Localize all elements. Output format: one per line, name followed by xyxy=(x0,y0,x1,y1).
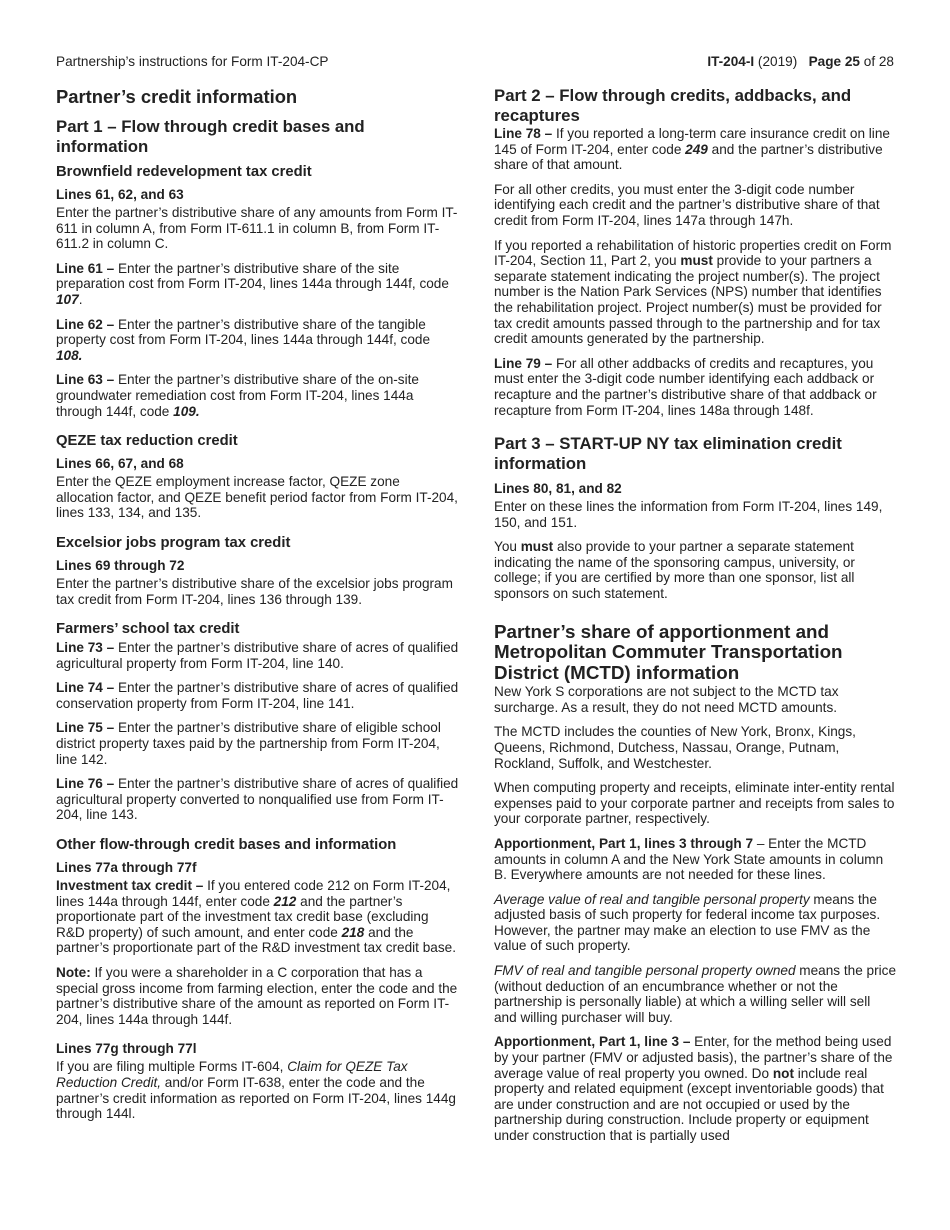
note: Note: If you were a shareholder in a C corporation that has a special gross income from farming election, enter the code and the partner’s distributive share of the amount as reported on Form IT-204, lines 144a through 144f. xyxy=(56,965,458,1027)
section-title: Partner’s credit information xyxy=(56,86,298,107)
line-63: Line 63 – Enter the partner’s distributive share of the on-site groundwater remediation cost from Form IT-204, lines 144a through 144f, code 109. xyxy=(56,372,419,419)
part2-heading: Part 2 – Flow through credits, addbacks, and recaptures xyxy=(494,86,852,125)
line-73: Line 73 – Enter the partner’s distributive share of acres of qualified agricultural property from Form IT-204, line 140. xyxy=(56,640,459,671)
form-year: (2019) xyxy=(754,54,798,69)
line-76: Line 76 – Enter the partner’s distributive share of acres of qualified agricultural property converted to nonqualified use from Form IT-204, line 143. xyxy=(56,776,459,823)
line-75: Line 75 – Enter the partner’s distributive share of eligible school district property taxes paid by the partnership from Form IT-204, line 142. xyxy=(56,720,441,767)
investment-tax-credit: Investment tax credit – If you entered code 212 on Form IT-204, lines 144a through 144f, enter code 212 and the partner’s proportionate part of the investment tax credit base (excluding R&D property) of such amount, and enter code 218 and the partner’s proportionate part of the R&D investment tax credit base. xyxy=(56,878,456,956)
other-heading: Other flow-through credit bases and information xyxy=(56,837,397,854)
fmv-definition: FMV of real and tangible personal property owned means the price (without deduction of an encumbrance whether or not the partnership is personally liable) at which a willing seller will sell and willing purchaser will buy. xyxy=(494,963,897,1025)
lines-80-label: Lines 80, 81, and 82 xyxy=(494,481,622,497)
brownfield-heading: Brownfield redevelopment tax credit xyxy=(56,164,312,180)
brownfield-intro: Enter the partner’s distributive share of any amounts from Form IT-611 in column A, from Form IT-611.1 in column B, from Form IT-611.2 in column C. xyxy=(56,205,458,252)
line-74: Line 74 – Enter the partner’s distributive share of acres of qualified conservation property from Form IT-204, line 141. xyxy=(56,680,459,711)
running-header-left: Partnership’s instructions for Form IT-204-CP xyxy=(56,54,329,69)
brownfield-lines-label: Lines 61, 62, and 63 xyxy=(56,187,184,202)
page-number: 25 xyxy=(844,54,860,69)
part3-heading: Part 3 – START-UP NY tax elimination credit information xyxy=(494,434,842,473)
qeze-text: Enter the QEZE employment increase factor, QEZE zone allocation factor, and QEZE benefit period factor from Form IT-204, lines 133, 134, and 135. xyxy=(56,474,458,521)
historic-credit-text: If you reported a rehabilitation of historic properties credit on Form IT-204, Section 11, Part 2, you must provide to your partners a separate statement indicating the project number(s). The project number is the Nation Park Services (NPS) number that identifies the rehabilitation project. Project number(s) must be provided for tax credit amounts passed through to the partnership and for tax credit amounts generated by the partnership. xyxy=(494,237,892,347)
line-78: Line 78 – If you reported a long-term care insurance credit on line 145 of Form IT-204, enter code 249 and the partner’s distributive share of that amount. xyxy=(494,126,890,173)
apportion-text-3: When computing property and receipts, eliminate inter-entity rental expenses paid to your corporate partner and receipts from sales to your corporate partner, respectively. xyxy=(494,780,895,827)
apportion-line-3: Apportionment, Part 1, line 3 – Enter, for the method being used by your partner (FMV or adjusted basis), the partner’s share of the average value of real property you owned. Do not include real property and related equipment (except inventoriable goods) that are under construction and are not occupied or used by the partnership during construction. Include property or equipment under construction that is partially used xyxy=(494,1034,893,1143)
part3-text-1: Enter on these lines the information from Form IT-204, lines 149, 150, and 151. xyxy=(494,499,883,530)
lines-77a-label: Lines 77a through 77f xyxy=(56,860,197,876)
apportionment-heading: Partner’s share of apportionment and Metropolitan Commuter Transportation District (MCTD) information xyxy=(494,620,843,683)
excelsior-heading: Excelsior jobs program tax credit xyxy=(56,534,291,551)
line-62: Line 62 – Enter the partner’s distributive share of the tangible property cost from Form IT-204, lines 144a through 144f, code 108. xyxy=(56,316,431,363)
qeze-heading: QEZE tax reduction credit xyxy=(56,433,238,450)
line-61: Line 61 – Enter the partner’s distributive share of the site preparation cost from Form IT-204, lines 144a through 144f, code 107. xyxy=(56,260,449,307)
lines-77g-label: Lines 77g through 77l xyxy=(56,1041,197,1057)
farmers-heading: Farmers’ school tax credit xyxy=(56,621,240,638)
lines-77g-text: If you are filing multiple Forms IT-604, Claim for QEZE Tax Reduction Credit, and/or Form IT-638, enter the code and the partner’s credit information as reported on Form IT-204, lines 144g through 144l. xyxy=(56,1059,456,1122)
page-word: Page xyxy=(808,54,845,69)
other-credits-text: For all other credits, you must enter the 3-digit code number identifying each credit and the partner’s distributive share of that credit from Form IT-204, lines 147a through 147h. xyxy=(494,181,880,228)
apportion-text-1: New York S corporations are not subject to the MCTD tax surcharge. As a result, they do not need MCTD amounts. xyxy=(494,684,839,715)
part3-text-2: You must also provide to your partner a separate statement indicating the name of the sponsoring campus, university, or college; if you are certified by more than one sponsor, list all sponsors on such statement. xyxy=(494,539,855,602)
line-79: Line 79 – For all other addbacks of credits and recaptures, you must enter the 3-digit code number identifying each addback or recapture and the partner’s distributive share of that addback or recapture from Form IT-204, lines 148a through 148f. xyxy=(494,355,877,418)
running-header-right xyxy=(707,54,894,69)
right-column xyxy=(494,86,896,1153)
excelsior-lines-label: Lines 69 through 72 xyxy=(56,557,185,573)
average-value-definition: Average value of real and tangible personal property means the adjusted basis of such property for federal income tax purposes. However, the partner may make an election to use FMV as the value of such property. xyxy=(494,891,881,954)
left-column xyxy=(56,86,460,1131)
part1-heading: Part 1 – Flow through credit bases and information xyxy=(56,117,365,156)
apportion-lines-3-7: Apportionment, Part 1, lines 3 through 7 – Enter the MCTD amounts in column A and the New York State amounts in column B. Everywhere amounts are not needed for these lines. xyxy=(494,835,884,883)
page-total: of 28 xyxy=(859,54,894,69)
apportion-text-2: The MCTD includes the counties of New York, Bronx, Kings, Queens, Richmond, Dutchess, Nassau, Orange, Putnam, Rockland, Suffolk, and Westchester. xyxy=(494,724,856,771)
excelsior-text: Enter the partner’s distributive share of the excelsior jobs program tax credit from Form IT-204, lines 136 through 139. xyxy=(56,575,453,607)
qeze-lines-label: Lines 66, 67, and 68 xyxy=(56,456,184,472)
form-number: IT-204-I xyxy=(707,54,755,69)
